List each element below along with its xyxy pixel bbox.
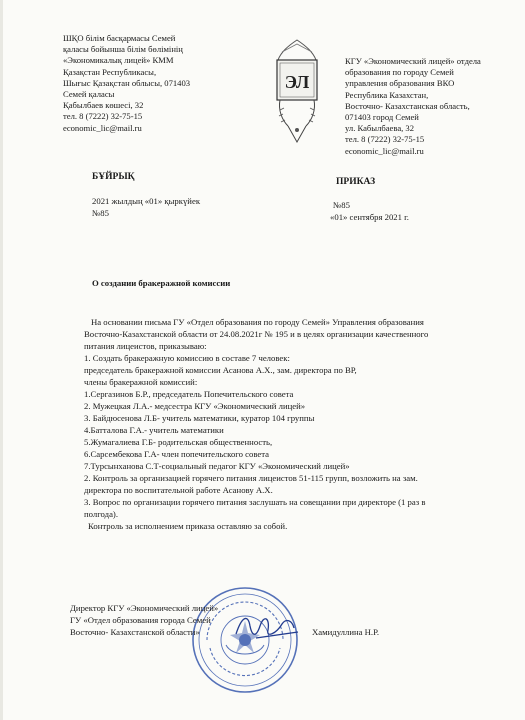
body-line: Контроль за исполнением приказа оставляю за собой. [88, 521, 288, 531]
body-line: 6.Сарсембекова Г.А- член попечительского совета [84, 449, 270, 459]
body-line: 2. Мужецкая Л.А.- медсестра КГУ «Экономический лицей» [84, 401, 306, 411]
body-line: полгода). [84, 509, 118, 519]
signatory-name: Хамидуллина Н.Р. [312, 627, 380, 637]
header-right-line: Восточно- Казахстанская область, [345, 100, 470, 111]
body-line: члены бракеражной комиссий: [84, 377, 198, 387]
header-left-line: Семей қаласы [63, 89, 115, 100]
order-title-ru: ПРИКАЗ [336, 177, 376, 187]
body-line: председатель бракеражной комиссии Асанова А.Х., зам. директора по ВР, [84, 365, 357, 375]
order-title-kz: БҰЙРЫҚ [92, 172, 135, 182]
header-left-line: Қабылбаев көшесі, 32 [63, 100, 144, 111]
order-date-kz: 2021 жылдың «01» қыркүйек [92, 196, 201, 206]
signature-title-line: ГУ «Отдел образования города Семей [70, 615, 211, 625]
body-line: 2. Контроль за организацией горячего питания лицеистов 51-115 групп, возложить на зам. [84, 473, 418, 483]
body-line: директора по воспитательной работе Асанову А.Х. [84, 485, 273, 495]
order-number-ru: №85 [333, 200, 350, 210]
body-line: 1. Создать бракеражную комиссию в составе 7 человек: [84, 353, 290, 363]
body-line: 1.Сергазинов Б.Р., председатель Попечительского совета [84, 389, 294, 399]
scan-edge [0, 0, 3, 720]
header-left-line: Шығыс Қазақстан облысы, 071403 [63, 77, 191, 88]
header-left-line: «Экономикалық лицей» КММ [63, 55, 174, 66]
header-left-line: қаласы бойынша білім бөлімінің [63, 44, 183, 55]
order-date-ru: «01» сентября 2021 г. [330, 212, 409, 222]
body-line: питания лицеистов, приказываю: [84, 341, 207, 351]
order-subject: О создании бракеражной комиссии [92, 278, 231, 288]
body-line: 3. Вопрос по организации горячего питания заслушать на совещании при директоре (1 раз в [84, 497, 426, 507]
header-left-line: тел. 8 (7222) 32-75-15 [63, 111, 143, 122]
header-right-line: КГУ «Экономический лицей» отдела [345, 56, 481, 66]
signature-title-line: Директор КГУ «Экономический лицей» [70, 603, 219, 613]
header-left-line: economic_lic@mail.ru [63, 122, 142, 133]
header-right-line: 071403 город Семей [345, 112, 419, 123]
body-line: На основании письма ГУ «Отдел образования по городу Семей» Управления образования [91, 317, 424, 327]
header-right [345, 56, 481, 157]
header-right-line: тел. 8 (7222) 32-75-15 [345, 134, 425, 145]
order-number-kz: №85 [92, 208, 109, 218]
handwritten-signature [232, 608, 302, 644]
header-right-line: управления образования ВКО [345, 78, 455, 89]
body-line: 4.Батталова Г.А.- учитель математики [84, 425, 224, 435]
header-left-line: Қазақстан Республикасы, [63, 66, 157, 77]
lyceum-emblem-icon [268, 38, 326, 146]
body-line: 7.Турсынханова С.Т-социальный педагог КГУ «Экономический лицей» [84, 461, 350, 471]
body-line: 5.Жумагалиева Г.Б- родительская общественность, [84, 437, 273, 447]
signature-title-line: Восточно- Казахстанской области» [70, 627, 200, 637]
header-left-line: ШҚО білім басқармасы Семей [63, 33, 176, 43]
body-line: Восточно-Казахстанской области от 24.08.2021г № 195 и в целях организации качественного [84, 329, 429, 339]
header-right-line: образования по городу Семей [345, 67, 454, 78]
header-right-line: economic_lic@mail.ru [345, 145, 424, 156]
emblem-letters: ЭЛ [284, 72, 310, 92]
header-left [63, 33, 190, 134]
body-line: 3. Байдюсенова Л.Б- учитель математики, куратор 104 группы [84, 413, 315, 423]
header-right-line: Республика Казахстан, [345, 89, 429, 100]
header-right-line: ул. Кабылбаева, 32 [345, 123, 415, 134]
